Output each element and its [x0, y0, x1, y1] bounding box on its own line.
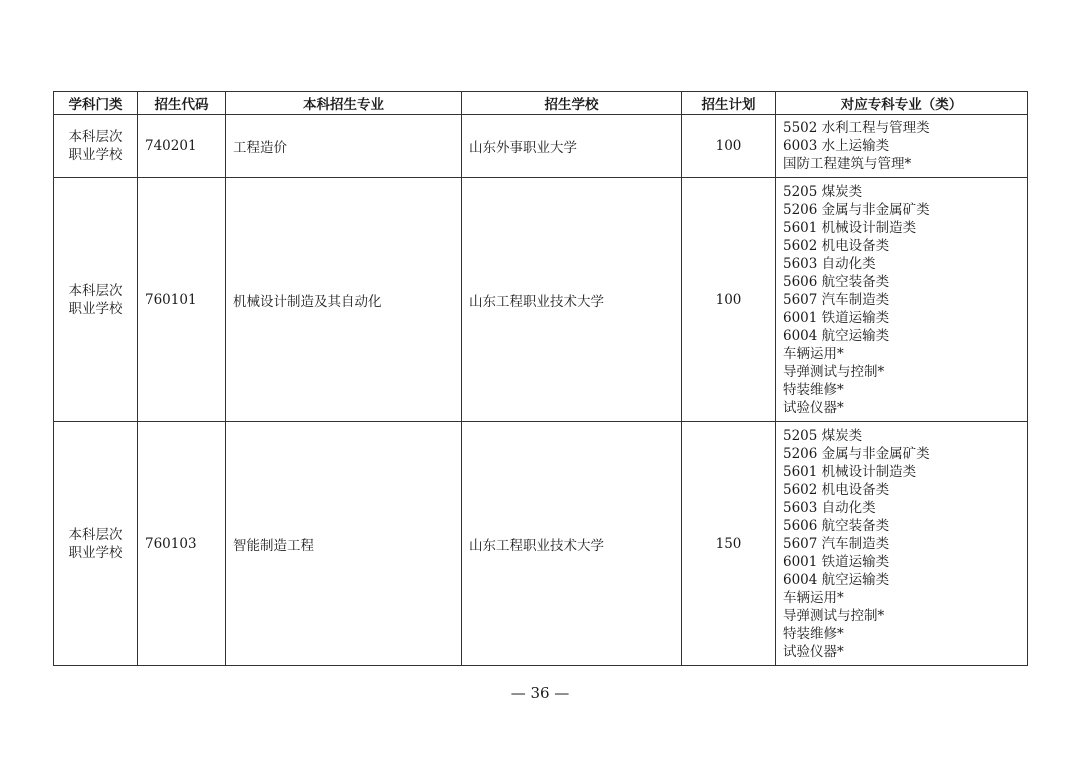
- related-cell: [776, 115, 1028, 178]
- plan-cell: 100: [682, 178, 776, 422]
- related-item: 5602 机电设备类: [783, 237, 890, 254]
- category-line: 职业学校: [68, 147, 123, 163]
- header-plan: 招生计划: [682, 92, 776, 115]
- related-item: 5603 自动化类: [783, 255, 876, 272]
- category-line: 职业学校: [68, 544, 123, 561]
- related-item: 6001 铁道运输类: [783, 553, 890, 570]
- related-item: 6001 铁道运输类: [783, 309, 890, 326]
- major-cell: 工程造价: [226, 115, 462, 178]
- related-item: 6004 航空运输类: [783, 327, 890, 344]
- school-cell: 山东工程职业技术大学: [462, 422, 682, 666]
- category-line: 职业学校: [68, 300, 123, 317]
- plan-cell: 100: [682, 115, 776, 178]
- table-row: [54, 115, 1028, 178]
- plan-cell: 150: [682, 422, 776, 666]
- header-category: 学科门类: [54, 92, 138, 115]
- related-item: 试验仪器*: [783, 399, 844, 416]
- related-item: 6004 航空运输类: [783, 571, 890, 588]
- related-item: 5601 机械设计制造类: [783, 219, 917, 236]
- related-item: 5603 自动化类: [783, 499, 876, 516]
- related-cell: [776, 422, 1028, 666]
- related-item: 5502 水利工程与管理类: [783, 120, 930, 136]
- page-number: — 36 —: [510, 684, 570, 702]
- category-cell: [54, 178, 138, 422]
- related-item: 5601 机械设计制造类: [783, 463, 917, 480]
- related-item: 试验仪器*: [783, 643, 844, 660]
- code-cell: 760101: [138, 178, 226, 422]
- related-item: 5206 金属与非金属矿类: [783, 201, 930, 218]
- related-item: 5602 机电设备类: [783, 481, 890, 498]
- related-item: 5606 航空装备类: [783, 273, 890, 290]
- related-item: 特装维修*: [783, 625, 844, 642]
- school-cell: 山东工程职业技术大学: [462, 178, 682, 422]
- school-cell: 山东外事职业大学: [462, 115, 682, 178]
- related-item: 5607 汽车制造类: [783, 535, 890, 552]
- category-line: 本科层次: [68, 129, 123, 145]
- related-item: 6003 水上运输类: [783, 138, 890, 154]
- related-item: 导弹测试与控制*: [783, 363, 885, 380]
- related-item: 特装维修*: [783, 381, 844, 398]
- related-item: 5606 航空装备类: [783, 517, 890, 534]
- category-line: 本科层次: [68, 526, 123, 543]
- related-item: 5205 煤炭类: [783, 427, 863, 444]
- header-major: 本科招生专业: [226, 92, 462, 115]
- enrollment-table: [53, 91, 1028, 666]
- related-item: 5205 煤炭类: [783, 183, 863, 200]
- related-item: 5206 金属与非金属矿类: [783, 445, 930, 462]
- code-cell: 740201: [138, 115, 226, 178]
- category-cell: [54, 115, 138, 178]
- header-school: 招生学校: [462, 92, 682, 115]
- related-item: 车辆运用*: [783, 345, 844, 362]
- code-cell: 760103: [138, 422, 226, 666]
- related-item: 国防工程建筑与管理*: [783, 156, 912, 172]
- major-cell: 机械设计制造及其自动化: [226, 178, 462, 422]
- table-row: [54, 422, 1028, 666]
- category-cell: [54, 422, 138, 666]
- table-header-row: [54, 92, 1028, 115]
- related-item: 车辆运用*: [783, 589, 844, 606]
- table-row: [54, 178, 1028, 422]
- header-related: 对应专科专业（类）: [776, 92, 1028, 115]
- category-line: 本科层次: [68, 282, 123, 299]
- related-cell: [776, 178, 1028, 422]
- related-item: 导弹测试与控制*: [783, 607, 885, 624]
- major-cell: 智能制造工程: [226, 422, 462, 666]
- related-item: 5607 汽车制造类: [783, 291, 890, 308]
- header-code: 招生代码: [138, 92, 226, 115]
